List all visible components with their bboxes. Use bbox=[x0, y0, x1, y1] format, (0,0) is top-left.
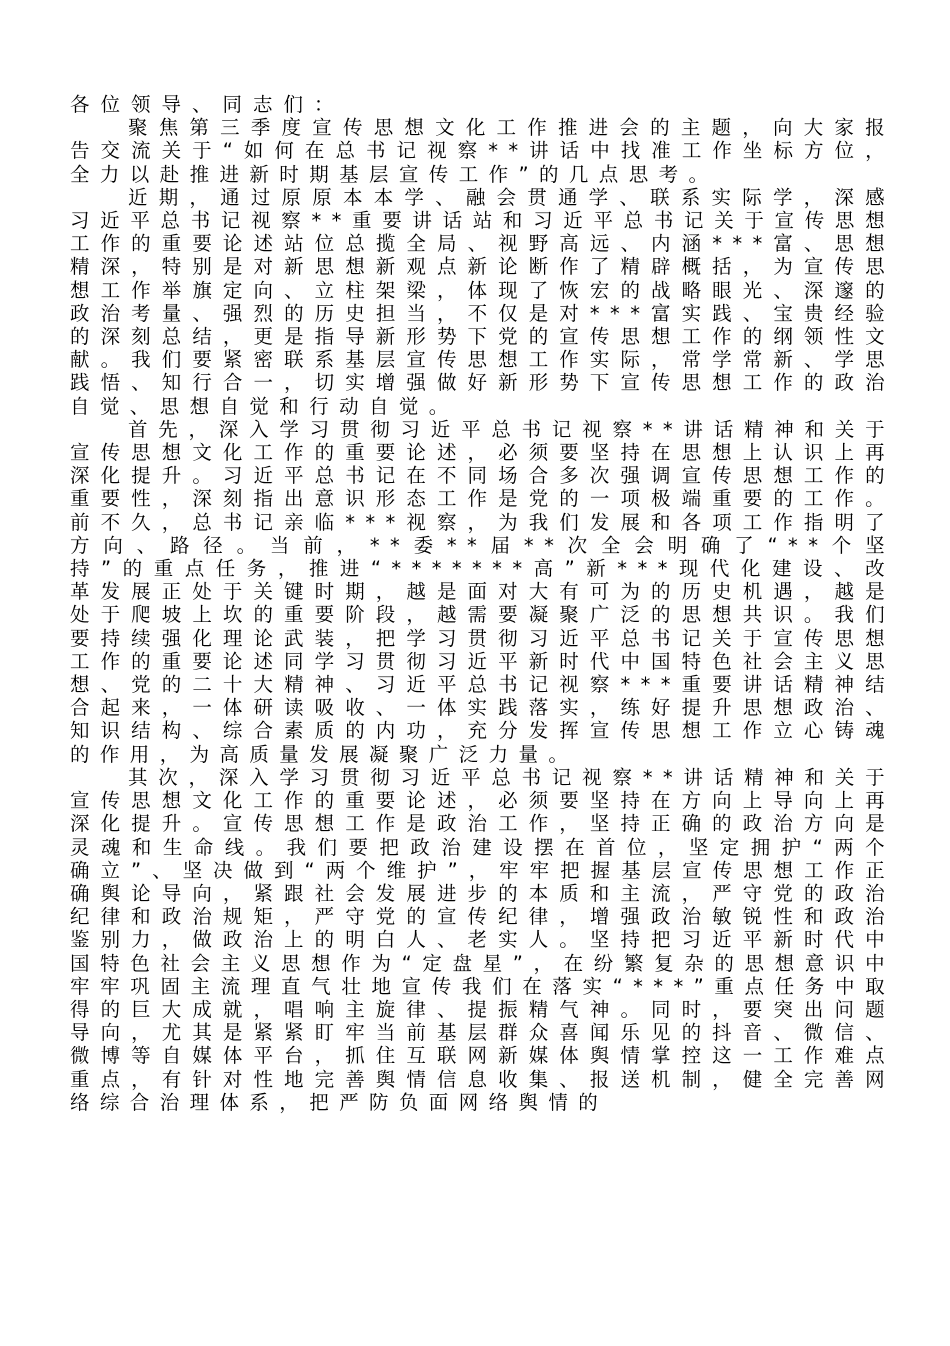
paragraph-intro: 聚焦第三季度宣传思想文化工作推进会的主题，向大家报告交流关于“如何在总书记视察**讲话中找准工作坐标方位，全力以赴推进新时期基层宣传工作”的几点思考。 bbox=[70, 116, 895, 186]
document-page bbox=[70, 93, 895, 1114]
paragraph-first-point: 首先，深入学习贯彻习近平总书记视察**讲话精神和关于宣传思想文化工作的重要论述，必须要坚持在思想上认识上再深化提升。习近平总书记在不同场合多次强调宣传思想工作的重要性，深刻指出意识形态工作是党的一项极端重要的工作。前不久，总书记亲临***视察，为我们发展和各项工作指明了方向、路径。当前，**委**届**次全会明确了“**个坚持”的重点任务，推进“*******高”新***现代化建设、改革发展正处于关键时期，越是面对大有可为的历史机遇，越是处于爬坡上坎的重要阶段，越需要凝聚广泛的思想共识。我们要持续强化理论武装，把学习贯彻习近平总书记关于宣传思想工作的重要论述同学习贯彻习近平新时代中国特色社会主义思想、党的二十大精神、习近平总书记视察***重要讲话精神结合起来，一体研读吸收、一体实践落实，练好提升思想政治、知识结构、综合素质的内功，充分发挥宣传思想工作立心铸魂的作用，为高质量发展凝聚广泛力量。 bbox=[70, 417, 895, 766]
paragraph-recent-study: 近期，通过原原本本学、融会贯通学、联系实际学，深感习近平总书记视察**重要讲话站和习近平总书记关于宣传思想工作的重要论述站位总揽全局、视野高远、内涵***富、思想精深，特别是对新思想新观点新论断作了精辟概括，为宣传思想工作举旗定向、立柱架梁，体现了恢宏的战略眼光、深邃的政治考量、强烈的历史担当，不仅是对***富实践、宝贵经验的深刻总结，更是指导新形势下党的宣传思想工作的纲领性文献。我们要紧密联系基层宣传思想工作实际，常学常新、学思践悟、知行合一，切实增强做好新形势下宣传思想工作的政治自觉、思想自觉和行动自觉。 bbox=[70, 185, 895, 418]
paragraph-second-point: 其次，深入学习贯彻习近平总书记视察**讲话精神和关于宣传思想文化工作的重要论述，必须要坚持在方向上导向上再深化提升。宣传思想工作是政治工作，坚持正确的政治方向是灵魂和生命线。我们要把政治建设摆在首位，坚定拥护“两个确立”、坚决做到“两个维护”，牢牢把握基层宣传思想工作正确舆论导向，紧跟社会发展进步的本质和主流，严守党的政治纪律和政治规矩，严守党的宣传纪律，增强政治敏锐性和政治鉴别力，做政治上的明白人、老实人。坚持把习近平新时代中国特色社会主义思想作为“定盘星”，在纷繁复杂的思想意识中牢牢巩固主流理直气壮地宣传我们在落实“***”重点任务中取得的巨大成就，唱响主旋律、提振精气神。同时，要突出问题导向，尤其是紧紧盯牢当前基层群众喜闻乐见的抖音、微信、微博等自媒体平台，抓住互联网新媒体舆情掌控这一工作难点重点，有针对性地完善舆情信息收集、报送机制，健全完善网络综合治理体系，把严防负面网络舆情的 bbox=[70, 765, 895, 1114]
salutation: 各位领导、同志们： bbox=[70, 93, 345, 116]
